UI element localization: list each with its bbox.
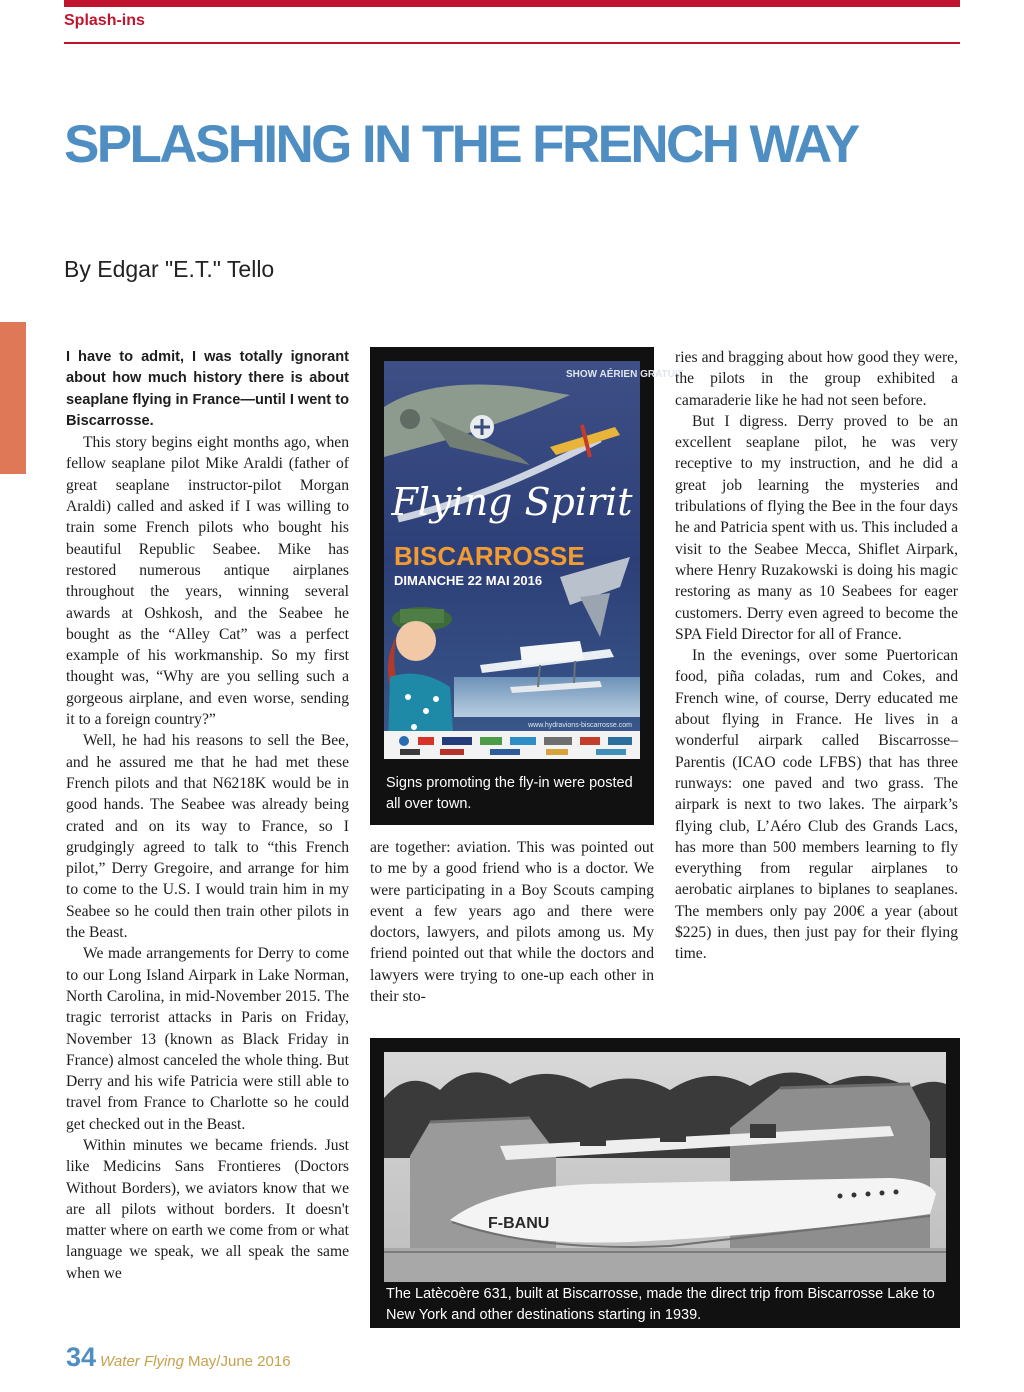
sponsor-logo — [608, 737, 632, 745]
sponsor-logo — [544, 737, 572, 745]
magazine-name: Water Flying — [100, 1353, 184, 1370]
side-tab — [0, 322, 26, 474]
issue-date: May/June 2016 — [187, 1353, 291, 1370]
sponsor-logo — [400, 749, 420, 755]
flying-boat-image — [370, 1038, 960, 1284]
paragraph: We made arrangements for Derry to come to our Long Island Airpark in Lake Norman, North Carolina, in mid-November 2015. The tragic terrorist attacks in Paris on Friday, November 13 (known as Black Friday in France) almost canceled the whole thing. But Derry and his wife Patricia were still able to travel from France to Charlotte so he could get checked out in the Beast. — [66, 945, 349, 1133]
sponsor-logo — [440, 749, 464, 755]
sponsor-logo — [399, 736, 409, 746]
article-title: SPLASHING IN THE FRENCH WAY — [64, 115, 858, 174]
engine — [660, 1128, 686, 1142]
poster-website: www.hydravions-biscarrosse.com — [528, 722, 632, 729]
paragraph: But I digress. Derry proved to be an excellent seaplane pilot, he was very receptive to my instruction, and he did a great job learning the mysteries and tribulations of flying the Bee in the four days he and Patricia spent with us. This included a visit to the Seabee Mecca, Shiflet Airpark, where Henry Ruzakowski is doing his magic restoring as many as 10 Seabees for eager customers. Derry even agreed to become the SPA Field Director for all of France. — [675, 412, 958, 643]
article-lead: I have to admit, I was totally ignorant about how much history there is about seaplane flying in France—until I went to Biscarrosse. — [66, 349, 349, 429]
section-label: Splash-ins — [64, 12, 145, 29]
poster-image — [370, 347, 684, 767]
ground — [384, 1248, 946, 1282]
top-rule — [64, 0, 960, 7]
sponsor-logo — [596, 749, 626, 755]
page-footer — [66, 1342, 291, 1373]
sponsor-logo — [580, 737, 600, 745]
section-rule — [64, 42, 960, 44]
sponsor-logo — [546, 749, 568, 755]
article-column-1 — [66, 347, 349, 1284]
aircraft-registration: F-BANU — [488, 1215, 550, 1232]
poster-script-title: Flying Spirit — [391, 480, 633, 524]
poster-corner-text: SHOW AÉRIEN GRATUIT — [566, 369, 684, 380]
article-column-2 — [370, 837, 654, 1007]
paragraph: are together: aviation. This was pointed out to me by a good friend who is a doctor. We were participating in a Boy Scouts camping event a few years ago and there were doctors, lawyers, and pilots among us. My friend pointed out that while the doctors and lawyers were trying to one-up each other in their sto- — [370, 839, 654, 1006]
engine — [750, 1124, 776, 1138]
paragraph: In the evenings, over some Puertorican food, piña coladas, rum and Cokes, and French wine, of course, Derry educated me about flying in France. He lives in a wonderful airpark called Biscarrosse–Parentis (ICAO code LFBS) that has three runways: one paved and two grass. The airpark is next to two lakes. The airpark’s flying club, L’Aéro Club des Grands Lacs, has more than 500 members learning to fly everything from regular airplanes to aerobatic airplanes to biplanes to seaplanes. The members only pay 200€ a year (about $225) in dues, then just pay for their flying time. — [675, 647, 958, 963]
paragraph: Well, he had his reasons to sell the Bee, and he assured me that he had met these French pilots and that N6218K would be in good hands. The Seabee was already being crated and on its way to France, so I grudgingly agreed to talk to “this French pilot,” Derry Gregoire, and arrange for him to come to the U.S. I would train him in my Seabee so he could then train other pilots in the Beast. — [66, 732, 349, 942]
flying-boat-photo — [370, 1038, 960, 1328]
sponsor-logo — [442, 737, 472, 745]
engine — [580, 1132, 606, 1146]
byline: By Edgar "E.T." Tello — [64, 256, 275, 282]
paragraph: ries and bragging about how good they were, the pilots in the group exhibited a camaraderie like he had not seen before. — [675, 349, 958, 409]
paragraph: Within minutes we became friends. Just like Medicins Sans Frontieres (Doctors Without Borders), we aviators know that we are all pilots without borders. It doesn't matter where on earth we come from or what language we speak, we all speak the same when we — [66, 1136, 349, 1282]
poster-date: DIMANCHE 22 MAI 2016 — [394, 573, 543, 588]
paragraph: This story begins eight months ago, when fellow seaplane pilot Mike Araldi (father of great seaplane instructor-pilot Morgan Araldi) called and asked if I was willing to train some French pilots who bought his beautiful Republic Seabee. Mike has restored numerous antique airplanes throughout the years, winning several awards at Oshkosh, and the Seabee he bought as the “Alley Cat” was a perfect example of his workmanship. So my first thought was, “Why are you selling such a gorgeous airplane, and even worse, sending it to a foreign country?” — [66, 434, 349, 729]
sponsor-logo — [480, 737, 502, 745]
flying-boat-caption: The Latècoère 631, built at Biscarrosse, made the direct trip from Biscarrosse Lake to New York and other destinations starting in 1939. — [386, 1286, 935, 1323]
sponsor-logo — [490, 749, 520, 755]
poster-caption: Signs promoting the fly-in were posted all over town. — [386, 775, 633, 812]
poster-photo — [370, 347, 684, 825]
sponsor-logo — [418, 737, 434, 745]
sponsor-logo — [510, 737, 536, 745]
page-number: 34 — [66, 1342, 97, 1372]
poster-town: BISCARROSSE — [394, 541, 585, 571]
article-column-3 — [675, 347, 958, 965]
